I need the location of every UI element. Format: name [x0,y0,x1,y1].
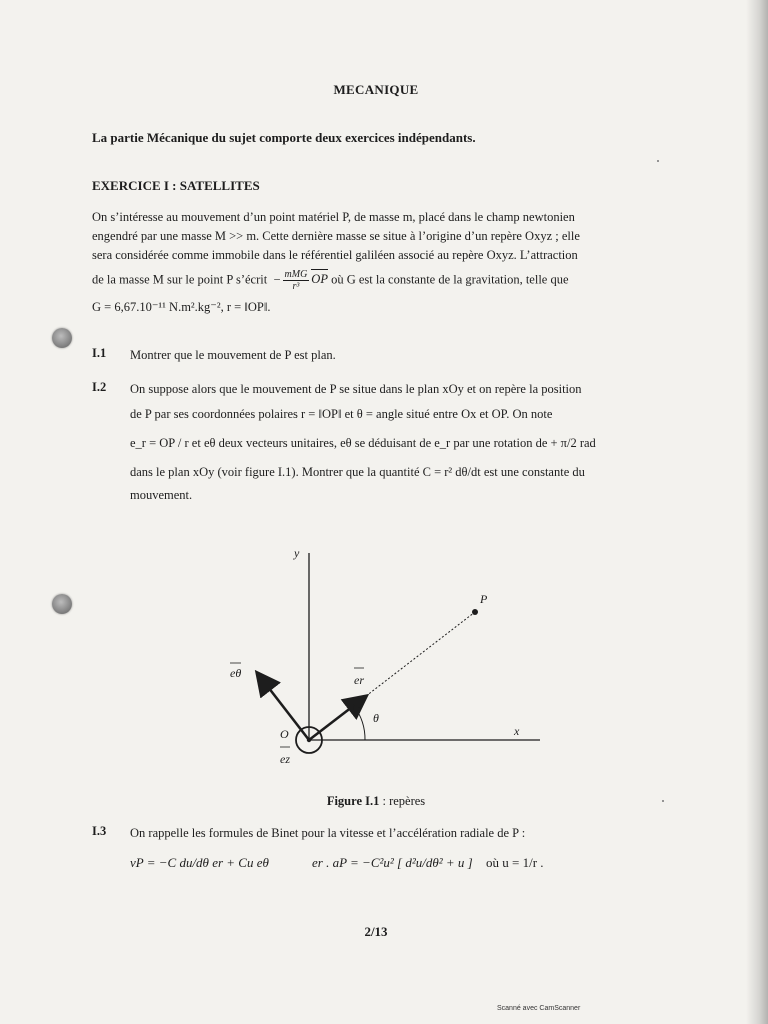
question-text-1: Montrer que le mouvement de P est plan. [130,348,336,362]
intro-sentence: La partie Mécanique du sujet comporte deux exercices indépendants. [92,130,476,145]
question-number-3: I.3 [92,824,107,838]
intro-line-4-end: où G est la constante de la gravitation, telle que [331,272,569,287]
figure-caption-text: : repères [379,794,426,808]
intro-line-4-start: de la masse M sur le point P s’écrit [92,272,268,287]
u-definition: où u = 1/r . [486,855,544,870]
punch-hole-bottom [52,594,72,614]
question-2-line-5: mouvement. [130,488,193,502]
label-o: O [280,727,289,741]
point-p [472,609,478,615]
punch-hole-top [52,328,72,348]
force-vector-op: OP [311,270,328,289]
origin-dot [307,738,311,742]
label-y: y [294,546,300,560]
intro-line-3: sera considérée comme immobile dans le référentiel galiléen associé au repère Oxyz. L’attraction [92,248,578,262]
question-number-2: I.2 [92,380,107,394]
intro-paragraph [92,208,672,317]
label-e-z: ez [280,752,290,766]
figure-caption [0,794,752,809]
question-2-line-2: de P par ses coordonnées polaires r = ‖OP‖ et θ = angle situé entre Ox et OP. On note [130,407,553,421]
label-theta: θ [373,711,379,725]
question-2-line-3 [130,434,672,453]
scan-shadow-edge [746,0,768,1024]
figure-caption-label: Figure I.1 [326,794,380,808]
question-2-line-4: dans le plan xOy (voir figure I.1). Montrer que la quantité C = r² dθ/dt est une constante du [130,465,585,479]
force-fraction-den: r³ [292,281,300,292]
label-x: x [514,724,520,738]
question-text-3: On rappelle les formules de Binet pour la vitesse et l’accélération radiale de P : [130,826,526,840]
question-2-line-1: On suppose alors que le mouvement de P se situe dans le plan xOy et on repère la position [130,382,582,396]
intro-line-2: engendré par une masse M >> m. Cette dernière masse se situe à l’origine d’un repère Oxyz ; elle [92,229,580,243]
label-p: P [480,592,488,606]
question-2-line-3a: e_r = OP / r [130,436,189,450]
figure-reperes [220,535,540,775]
label-e-theta: eθ [230,666,242,680]
exercise-title: EXERCICE I : SATELLITES [92,178,260,193]
scanner-watermark: Scanné avec CamScanner [497,1005,581,1012]
e-r-vector [309,697,365,740]
page-number: 2/13 [364,924,388,939]
question-2-line-3b: et eθ deux vecteurs unitaires, eθ se déduisant de e_r par une rotation de + π/2 rad [191,436,596,450]
binet-velocity-formula: vP = −C du/dθ er + Cu eθ [130,855,269,870]
page-title: MECANIQUE [333,82,419,97]
scan-speck [662,800,664,802]
intro-line-5: G = 6,67.10⁻¹¹ N.m².kg⁻², r = ‖OP‖. [92,300,271,314]
theta-arc [354,706,365,740]
label-e-r: er [354,673,364,687]
intro-line-4: de la masse M sur le point P s’écrit − $\frac{\text{mMG}}{\text{r³}}$ OP où G est la constante de la gravitation, telle que [92,269,569,292]
scan-speck [657,160,659,162]
question-number-1: I.1 [92,346,107,360]
force-fraction-num: mMG [284,269,308,280]
binet-acceleration-formula: er . aP = −C²u² [ d²u/dθ² + u ] [312,855,473,870]
question-text-2 [130,380,672,505]
force-fraction [283,269,310,292]
intro-line-1: On s’intéresse au mouvement d’un point matériel P, de masse m, placé dans le champ newtonien [92,210,575,224]
